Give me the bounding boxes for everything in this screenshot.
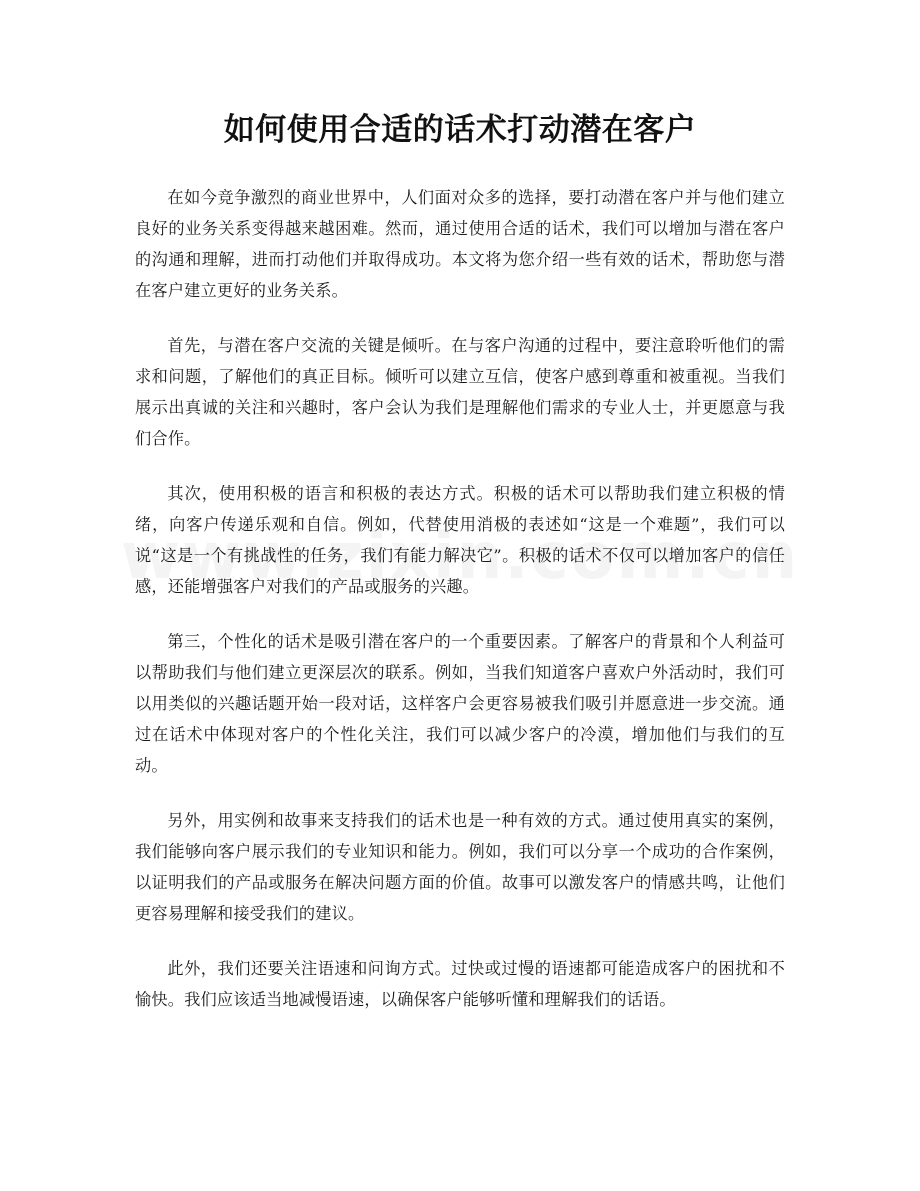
paragraph-6: 此外，我们还要关注语速和问询方式。过快或过慢的语速都可能造成客户的困扰和不愉快。我们应该适当地减慢语速，以确保客户能够听懂和理解我们的话语。 — [135, 959, 785, 1009]
paragraph-2: 首先，与潜在客户交流的关键是倾听。在与客户沟通的过程中，要注意聆听他们的需求和问题，了解他们的真正目标。倾听可以建立互信，使客户感到尊重和被重视。当我们展示出真诚的关注和兴趣时，客户会认为我们是理解他们需求的专业人士，并更愿意与我们合作。 — [135, 336, 785, 448]
paragraph-1: 在如今竞争激烈的商业世界中，人们面对众多的选择，要打动潜在客户并与他们建立良好的业务关系变得越来越困难。然而，通过使用合适的话术，我们可以增加与潜在客户的沟通和理解，进而打动他们并取得成功。本文将为您介绍一些有效的话术，帮助您与潜在客户建立更好的业务关系。 — [135, 188, 785, 300]
document-title: 如何使用合适的话术打动潜在客户 — [223, 112, 697, 148]
paragraph-5: 另外，用实例和故事来支持我们的话术也是一种有效的方式。通过使用真实的案例，我们能够向客户展示我们的专业知识和能力。例如，我们可以分享一个成功的合作案例，以证明我们的产品或服务在解决问题方面的价值。故事可以激发客户的情感共鸣，让他们更容易理解和接受我们的建议。 — [135, 811, 785, 923]
paragraph-3: 其次，使用积极的语言和积极的表达方式。积极的话术可以帮助我们建立积极的情绪，向客户传递乐观和自信。例如，代替使用消极的表述如“这是一个难题”，我们可以说“这是一个有挑战性的任务，我们有能力解决它”。积极的话术不仅可以增加客户的信任感，还能增强客户对我们的产品或服务的兴趣。 — [135, 484, 785, 596]
paragraph-4: 第三，个性化的话术是吸引潜在客户的一个重要因素。了解客户的背景和个人利益可以帮助我们与他们建立更深层次的联系。例如，当我们知道客户喜欢户外活动时，我们可以用类似的兴趣话题开始一段对话，这样客户会更容易被我们吸引并愿意进一步交流。通过在话术中体现对客户的个性化关注，我们可以减少客户的冷漠，增加他们与我们的互动。 — [135, 632, 785, 775]
document-body — [135, 182, 785, 1039]
